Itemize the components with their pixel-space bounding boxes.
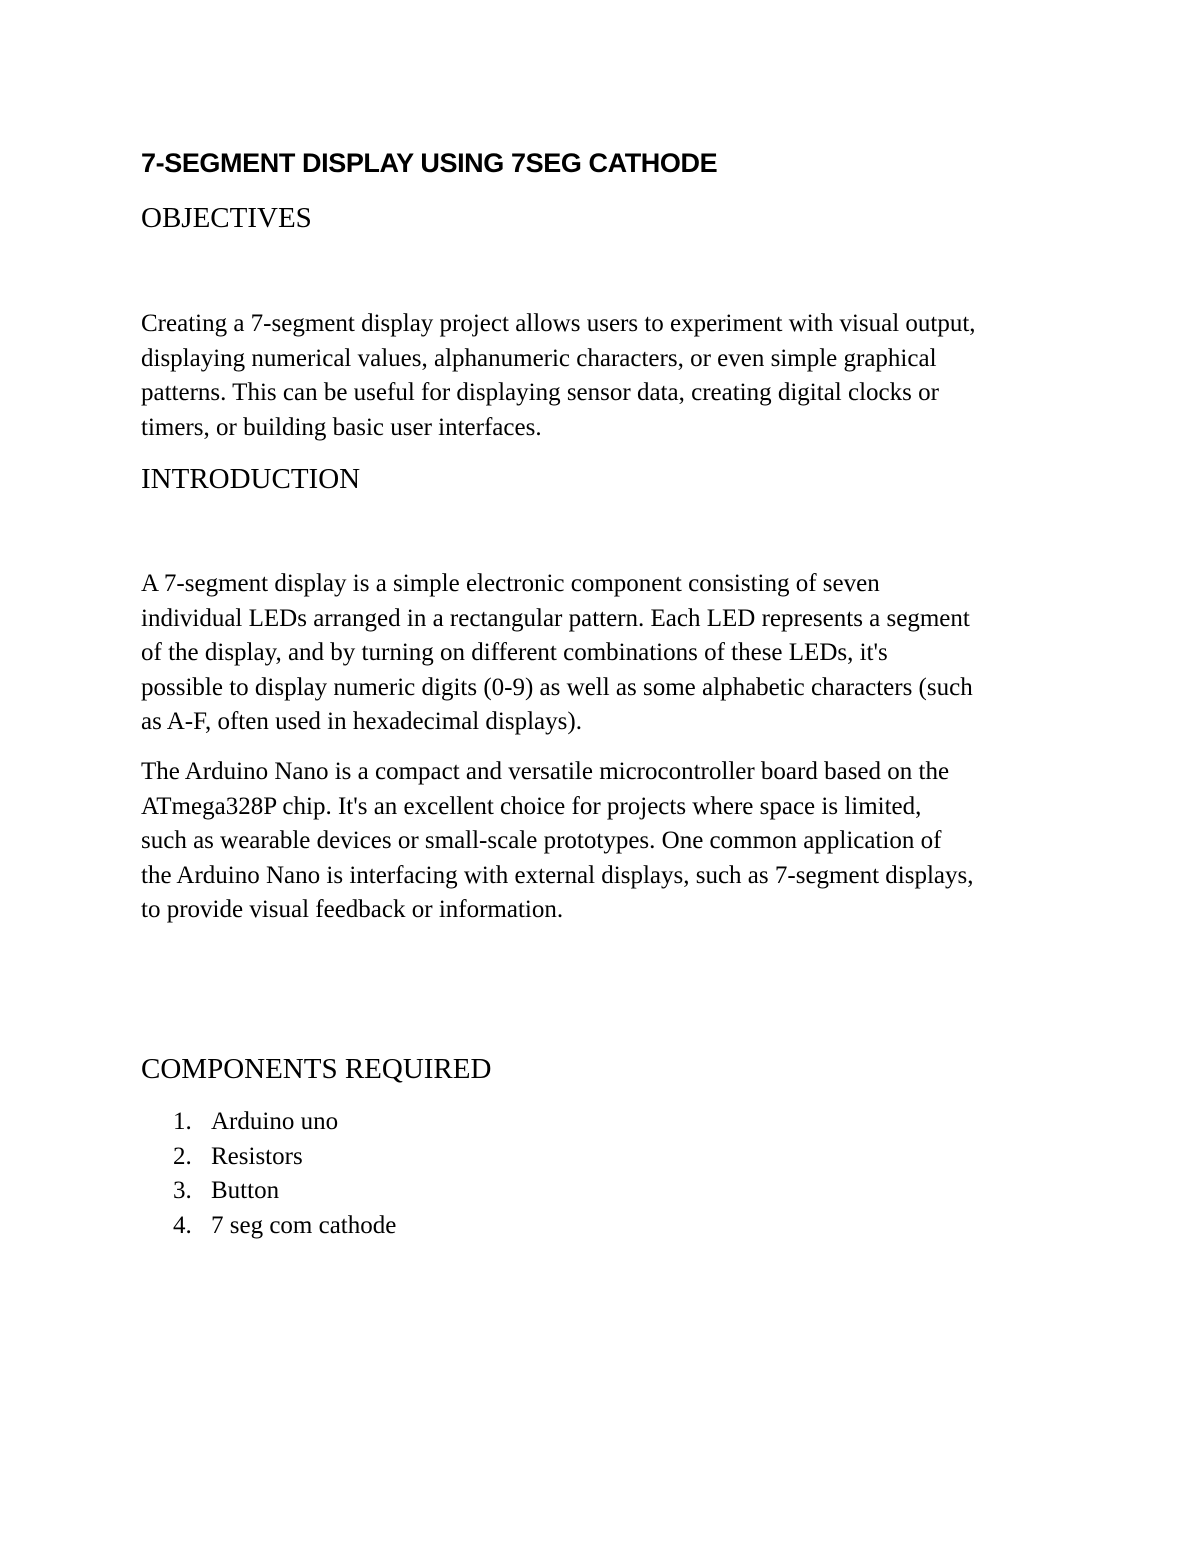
list-item bbox=[173, 1209, 396, 1244]
list-item-text: 7 seg com cathode bbox=[211, 1211, 397, 1239]
objectives-heading: OBJECTIVES bbox=[141, 202, 312, 234]
paragraph-line: of the display, and by turning on different combinations of these LEDs, it's bbox=[141, 639, 888, 666]
list-item-text: Arduino uno bbox=[211, 1108, 339, 1135]
components-list bbox=[173, 1105, 396, 1243]
paragraph-line: patterns. This can be useful for displaying sensor data, creating digital clocks or bbox=[141, 379, 939, 406]
list-item-number: 4. bbox=[173, 1211, 192, 1239]
components-heading: COMPONENTS REQUIRED bbox=[141, 1053, 492, 1085]
paragraph-line: to provide visual feedback or information. bbox=[141, 896, 564, 923]
paragraph-line: displaying numerical values, alphanumeric characters, or even simple graphical bbox=[141, 344, 937, 372]
paragraph-line: timers, or building basic user interfaces. bbox=[141, 413, 542, 441]
introduction-paragraph-2 bbox=[141, 755, 1081, 928]
list-item-text: Resistors bbox=[211, 1142, 303, 1170]
paragraph-line: ATmega328P chip. It's an excellent choice for projects where space is limited, bbox=[141, 792, 922, 820]
list-item-text: Button bbox=[211, 1177, 280, 1204]
paragraph-line: the Arduino Nano is interfacing with external displays, such as 7-segment displays, bbox=[141, 861, 974, 889]
list-item bbox=[173, 1174, 396, 1209]
paragraph-line: possible to display numeric digits (0-9) as well as some alphabetic characters (such bbox=[141, 673, 973, 701]
document-title: 7-SEGMENT DISPLAY USING 7SEG CATHODE bbox=[141, 148, 718, 178]
objectives-paragraph bbox=[141, 307, 1081, 445]
paragraph-line: A 7-segment display is a simple electronic component consisting of seven bbox=[141, 570, 880, 597]
list-item-number: 1. bbox=[173, 1108, 192, 1135]
list-item bbox=[173, 1105, 396, 1140]
list-item-number: 2. bbox=[173, 1142, 192, 1170]
paragraph-line: as A-F, often used in hexadecimal displays). bbox=[141, 708, 582, 735]
introduction-paragraph-1 bbox=[141, 567, 1081, 740]
paragraph-line: The Arduino Nano is a compact and versatile microcontroller board based on the bbox=[141, 758, 950, 785]
paragraph-line: Creating a 7-segment display project allows users to experiment with visual output, bbox=[141, 310, 976, 337]
introduction-heading: INTRODUCTION bbox=[141, 463, 361, 495]
list-item bbox=[173, 1140, 396, 1175]
paragraph-line: individual LEDs arranged in a rectangular pattern. Each LED represents a segment bbox=[141, 604, 970, 632]
list-item-number: 3. bbox=[173, 1177, 192, 1204]
paragraph-line: such as wearable devices or small-scale prototypes. One common application of bbox=[141, 827, 942, 854]
